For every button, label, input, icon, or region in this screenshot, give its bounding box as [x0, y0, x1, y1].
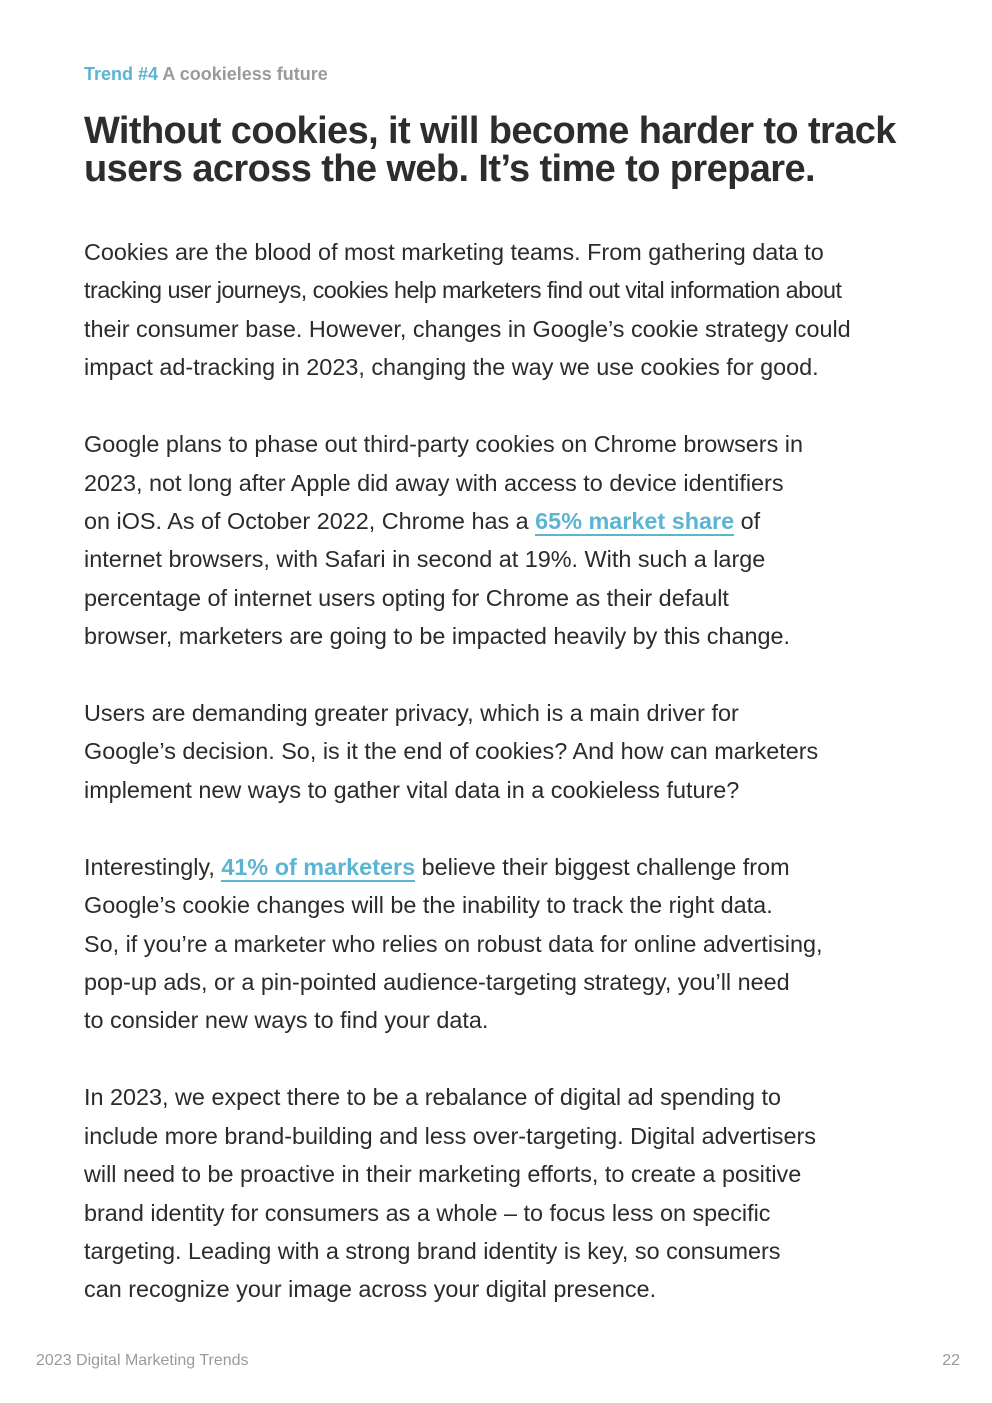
- paragraph-line: Google’s cookie changes will be the inability to track the right data.: [84, 892, 773, 919]
- paragraph-line: impact ad-tracking in 2023, changing the way we use cookies for good.: [84, 354, 819, 381]
- paragraph-2: [84, 425, 926, 655]
- text-span: of: [734, 507, 761, 534]
- section-eyebrow: [84, 64, 328, 85]
- page-title: [84, 112, 924, 188]
- paragraph-line: include more brand-building and less over-targeting. Digital advertisers: [84, 1122, 816, 1149]
- page-title-line-2: users across the web. It’s time to prepare.: [84, 148, 815, 190]
- trend-title: A cookieless future: [162, 64, 328, 84]
- text-span: believe their biggest challenge from: [415, 853, 790, 880]
- paragraph-line: So, if you’re a marketer who relies on robust data for online advertising,: [84, 930, 823, 957]
- page-title-line-1: Without cookies, it will become harder to track: [84, 110, 896, 152]
- paragraph-4: [84, 848, 926, 1040]
- text-span: Interestingly,: [84, 853, 222, 880]
- paragraph-3: [84, 694, 926, 809]
- footer-publication-title: 2023 Digital Marketing Trends: [36, 1352, 249, 1369]
- paragraph-line: their consumer base. However, changes in Google’s cookie strategy could: [84, 315, 851, 342]
- marketers-stat-link[interactable]: 41% of marketers: [221, 853, 416, 880]
- paragraph-1: [84, 233, 926, 387]
- paragraph-line: [84, 848, 926, 886]
- paragraph-line: Cookies are the blood of most marketing teams. From gathering data to: [84, 239, 824, 265]
- paragraph-line: tracking user journeys, cookies help marketers find out vital information about: [84, 277, 842, 304]
- paragraph-line: will need to be proactive in their marketing efforts, to create a positive: [84, 1161, 802, 1188]
- trend-number: Trend #4: [84, 64, 159, 84]
- paragraph-line: [84, 502, 926, 540]
- text-span: on iOS. As of October 2022, Chrome has a: [84, 507, 536, 534]
- paragraph-line: In 2023, we expect there to be a rebalance of digital ad spending to: [84, 1084, 782, 1111]
- paragraph-line: percentage of internet users opting for Chrome as their default: [84, 584, 729, 611]
- article-body: [84, 233, 926, 1347]
- paragraph-line: internet browsers, with Safari in second at 19%. With such a large: [84, 546, 766, 573]
- market-share-link[interactable]: 65% market share: [535, 507, 735, 534]
- paragraph-5: [84, 1078, 926, 1308]
- paragraph-line: to consider new ways to find your data.: [84, 1007, 489, 1034]
- paragraph-line: browser, marketers are going to be impacted heavily by this change.: [84, 623, 790, 650]
- paragraph-line: pop-up ads, or a pin-pointed audience-targeting strategy, you’ll need: [84, 969, 790, 995]
- paragraph-line: Google plans to phase out third-party cookies on Chrome browsers in: [84, 431, 803, 458]
- paragraph-line: implement new ways to gather vital data in a cookieless future?: [84, 776, 740, 803]
- paragraph-line: Users are demanding greater privacy, which is a main driver for: [84, 700, 739, 727]
- paragraph-line: 2023, not long after Apple did away with access to device identifiers: [84, 469, 784, 496]
- footer-page-number: 22: [942, 1352, 960, 1369]
- paragraph-line: targeting. Leading with a strong brand identity is key, so consumers: [84, 1237, 781, 1264]
- paragraph-line: brand identity for consumers as a whole – to focus less on specific: [84, 1199, 771, 1226]
- paragraph-line: Google’s decision. So, is it the end of cookies? And how can marketers: [84, 738, 819, 765]
- paragraph-line: can recognize your image across your digital presence.: [84, 1276, 657, 1303]
